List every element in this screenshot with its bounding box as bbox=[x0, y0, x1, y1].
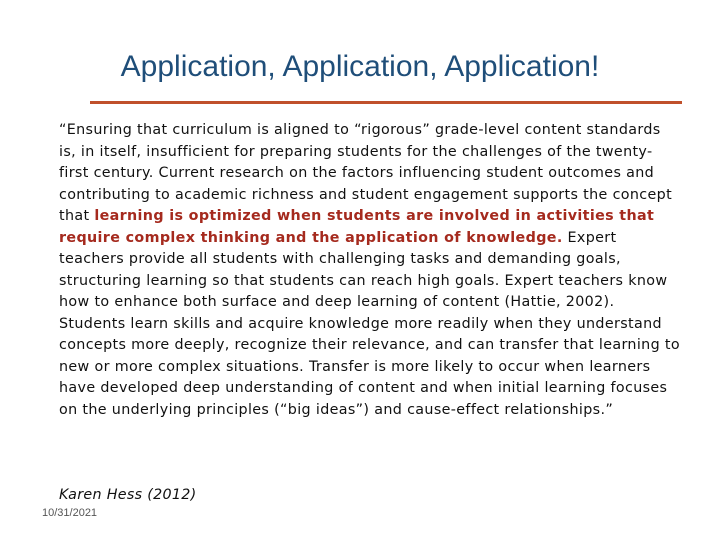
quote-text-intro: “Ensuring that curriculum is aligned to “rigorous” grade-level content standards is, in itself, insufficient for preparing students for the challenges of the twenty-first century. Current research on the factors influencing student outcomes and contributing to academic richness and student engagement supports the concept that bbox=[59, 122, 673, 224]
quote-author: Karen Hess (2012) bbox=[59, 487, 197, 503]
quote-body bbox=[59, 120, 681, 421]
title-underline bbox=[90, 101, 682, 104]
slide-date: 10/31/2021 bbox=[42, 507, 98, 519]
slide-title: Application, Application, Application! bbox=[120, 50, 600, 83]
quote-text-rest: Expert teachers provide all students with challenging tasks and demanding goals, structuring learning so that students can reach high goals. Expert teachers know how to enhance both surface and deep learning of content (Hattie, 2002). Students learn skills and acquire knowledge more readily when they understand concepts more deeply, recognize their relevance, and can transfer that learning to new or more complex situations. Transfer is more likely to occur when learners have developed deep understanding of content and when initial learning focuses on the underlying principles (“big ideas”) and cause-effect relationships.” bbox=[59, 229, 680, 418]
quote-highlight: learning is optimized when students are involved in activities that require complex thinking and the application of knowledge. bbox=[59, 208, 655, 246]
